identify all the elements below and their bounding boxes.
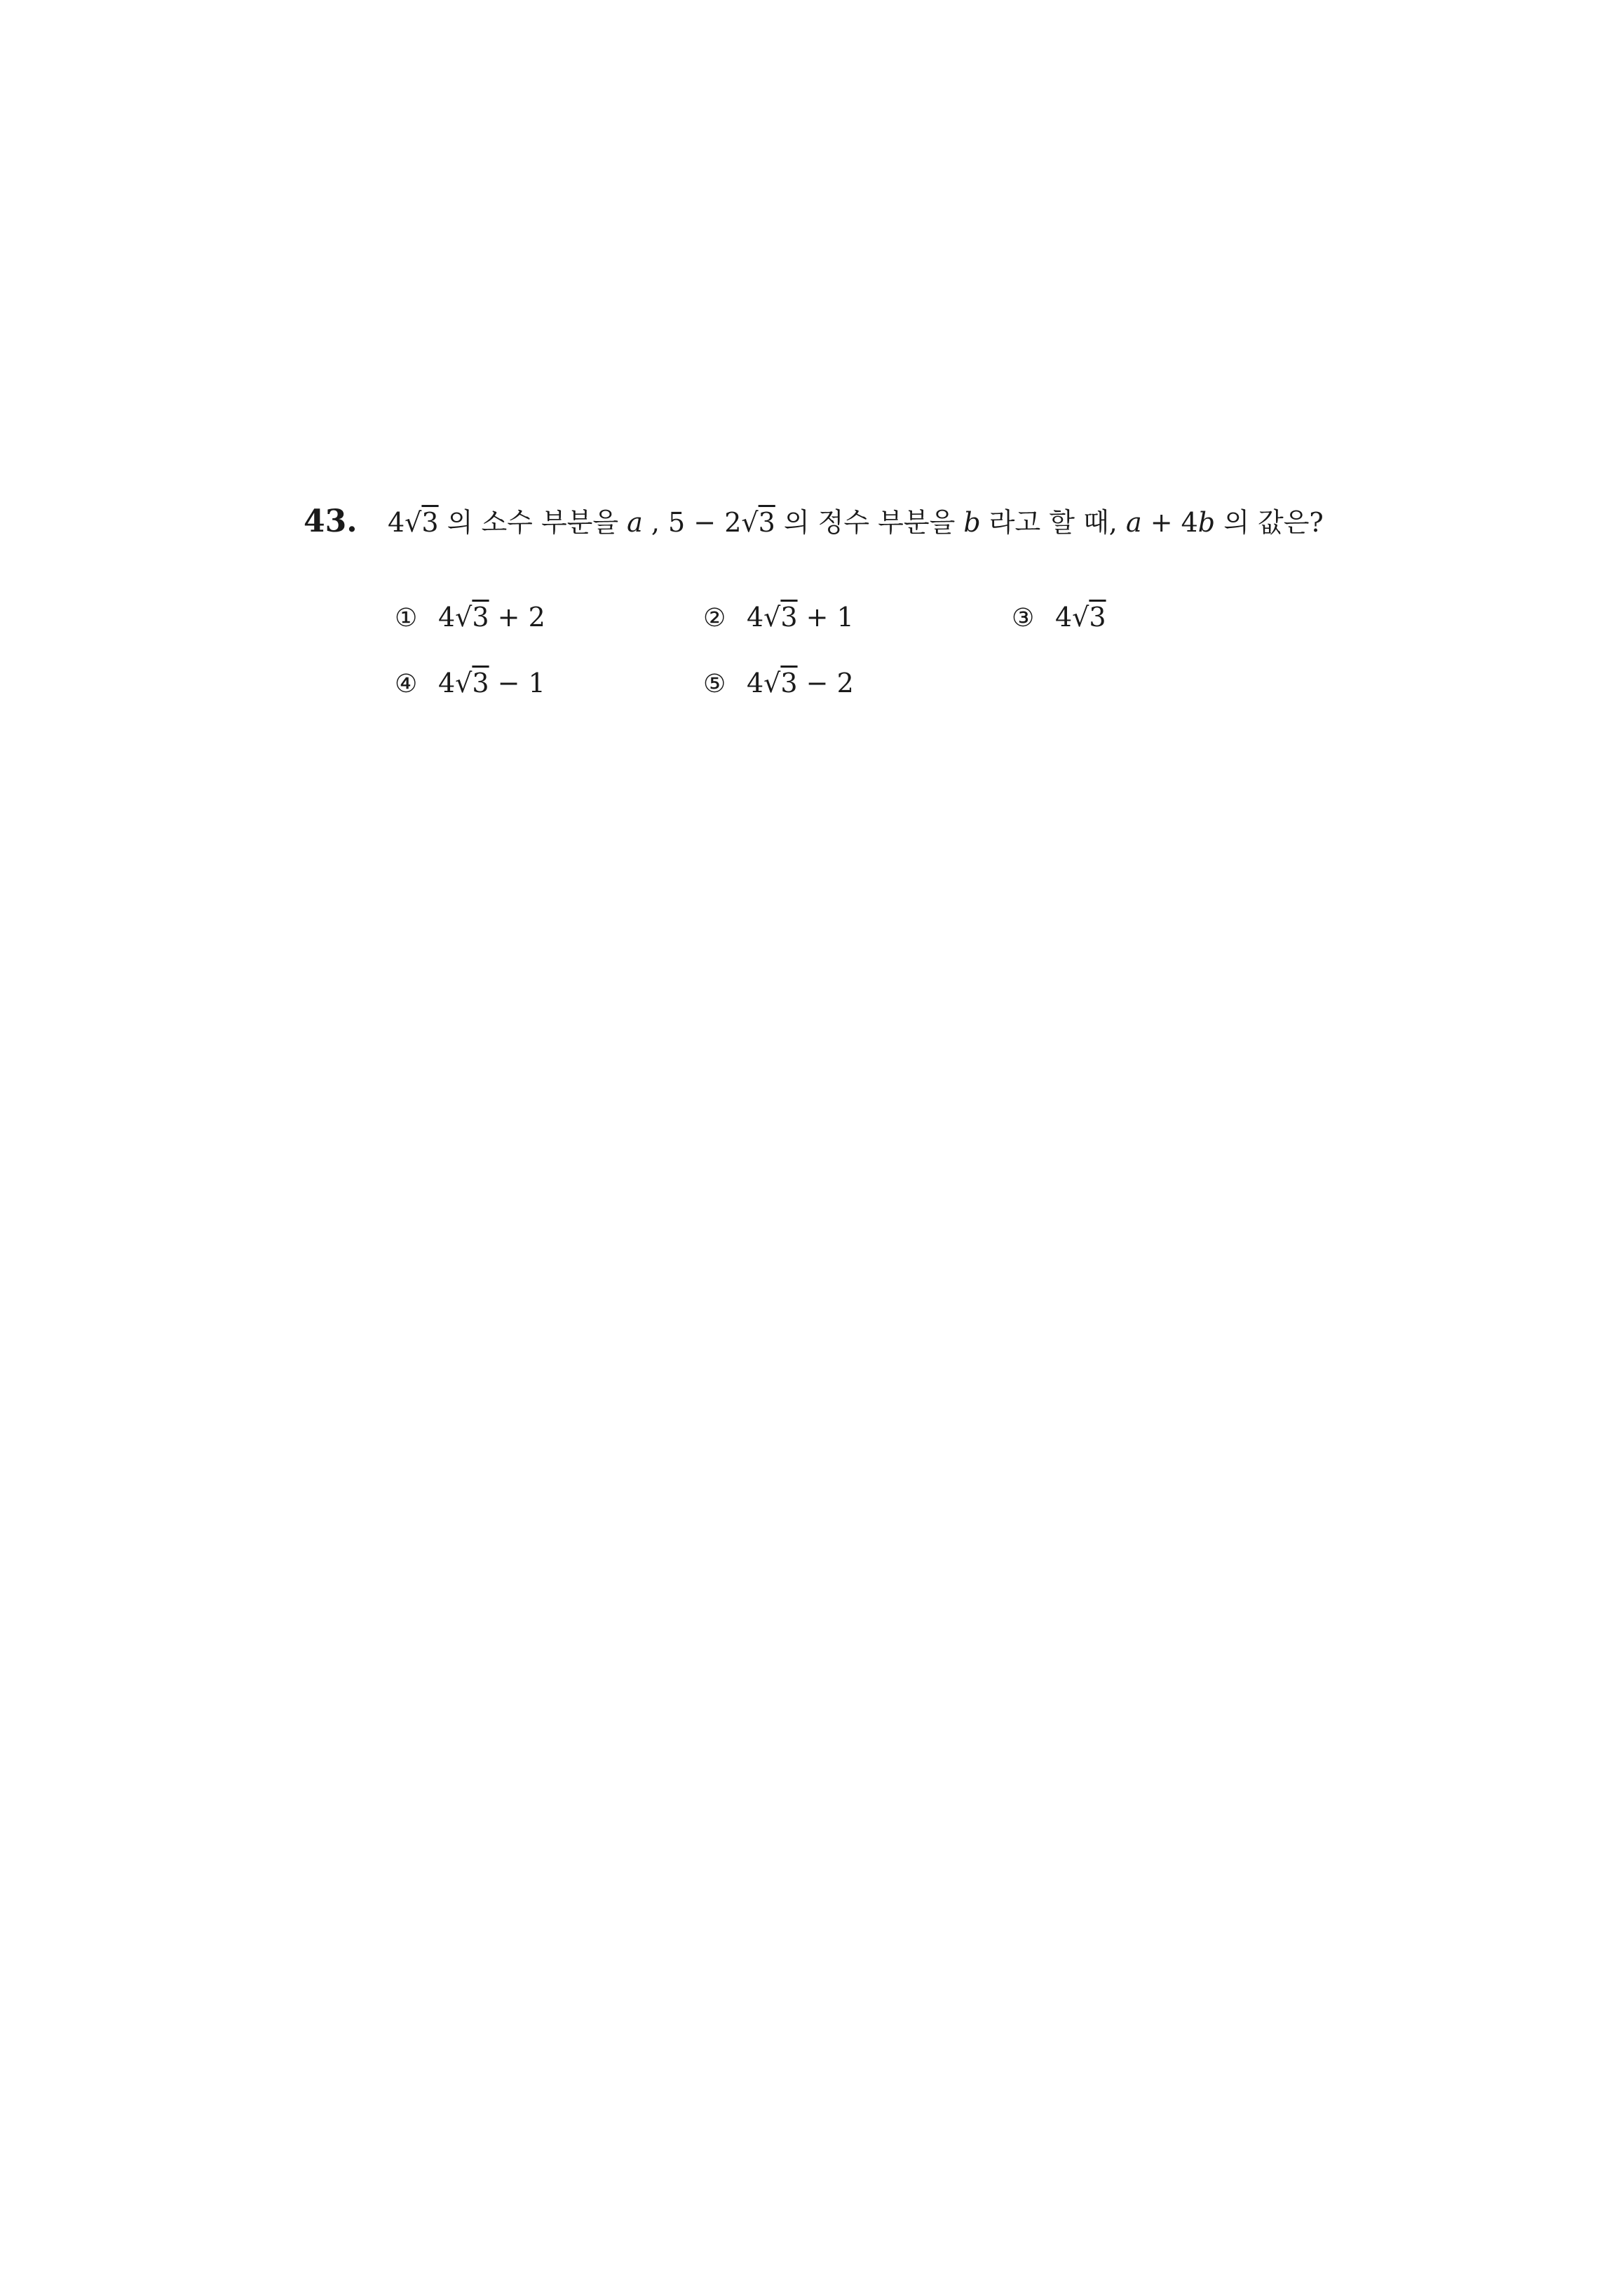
- choice-text: [438, 602, 545, 633]
- stem-part: 의 값은?: [1215, 507, 1324, 538]
- stem-part: + 4: [1141, 507, 1198, 538]
- question-number: 43.: [304, 504, 358, 539]
- choice-radicand: 3: [780, 602, 798, 633]
- choice-4[interactable]: [395, 668, 703, 698]
- choice-radicand: 3: [472, 668, 489, 698]
- choice-text: [438, 668, 545, 698]
- choice-radicand: 3: [1089, 602, 1106, 633]
- question-stem: [388, 507, 1324, 539]
- choice-radicand: 3: [472, 602, 489, 633]
- answer-choices: [395, 602, 1236, 698]
- choice-post: − 2: [797, 668, 854, 698]
- choice-5[interactable]: [703, 668, 1012, 698]
- question-43: [304, 504, 1566, 539]
- choice-pre: 4√: [747, 668, 781, 698]
- stem-part: 의 정수 부분을: [775, 507, 964, 538]
- stem-part: 4√: [388, 507, 422, 538]
- choice-3[interactable]: [1012, 602, 1236, 633]
- stem-radicand: 3: [758, 507, 775, 538]
- stem-part: , 5 − 2√: [642, 507, 759, 538]
- choice-text: [1055, 602, 1106, 633]
- stem-part: 라고 할 때,: [980, 507, 1126, 538]
- stem-radicand: 3: [421, 507, 439, 538]
- choice-radicand: 3: [780, 668, 798, 698]
- choice-marker: ③: [1012, 604, 1035, 633]
- choice-pre: 4√: [438, 602, 473, 633]
- choice-post: + 1: [797, 602, 854, 633]
- choice-pre: 4√: [747, 602, 781, 633]
- choice-text: [747, 668, 854, 698]
- choice-pre: 4√: [1055, 602, 1089, 633]
- choice-text: [747, 602, 854, 633]
- stem-variable-b: b: [963, 507, 981, 538]
- choice-2[interactable]: [703, 602, 1012, 633]
- stem-variable-b: b: [1197, 507, 1216, 538]
- choice-marker: ②: [703, 604, 726, 633]
- choice-pre: 4√: [438, 668, 473, 698]
- stem-variable-a: a: [627, 507, 643, 538]
- stem-variable-a: a: [1125, 507, 1142, 538]
- choice-post: − 1: [489, 668, 545, 698]
- choice-marker: ①: [395, 604, 418, 633]
- choice-marker: ⑤: [703, 670, 726, 698]
- stem-part: 의 소수 부분을: [438, 507, 627, 538]
- choice-1[interactable]: [395, 602, 703, 633]
- choice-marker: ④: [395, 670, 418, 698]
- choice-post: + 2: [489, 602, 545, 633]
